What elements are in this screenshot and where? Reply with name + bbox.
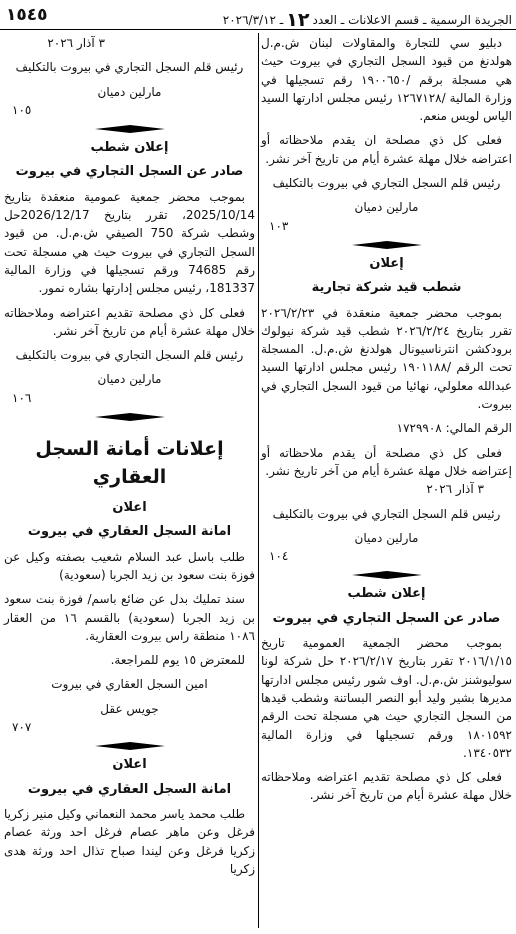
notice-title: إعلان شطب bbox=[90, 140, 169, 156]
separator-ornament bbox=[4, 407, 255, 427]
notice-body: طلب محمد ياسر محمد النعماني وكيل منير زكريا فرغل وعن ماهر عصام فرغل احد ورثة عصام زكريا فرغل وعن ليندا صباح تذال احد ورثة هدى زكريا bbox=[4, 806, 255, 876]
financial-number: الرقم المالي: ١٧٢٩٩٠٨ bbox=[396, 421, 512, 436]
notice-subtitle: شطب قيد شركة تجارية bbox=[311, 280, 462, 296]
notice-objection: فعلى كل ذي مصلحة ان يقدم ملاحظاته أو اعتراضه خلال مهلة عشرة أيام من تاريخ آخر نشر. bbox=[261, 133, 512, 166]
notice-subtitle: صادر عن السجل التجاري في بيروت bbox=[272, 610, 501, 626]
notice-title: اعلان bbox=[112, 500, 147, 516]
issue-date: ـ ٢٠٢٦/٣/١٢ bbox=[222, 13, 284, 27]
signatory-name: مارلين دميان bbox=[97, 372, 162, 387]
notice-objection: فعلى كل ذي مصلحة تقديم اعتراضه وملاحظاته خلال مهلة عشرة أيام من تاريخ آخر نشر. bbox=[4, 305, 255, 338]
section-title: إعلانات أمانة السجل العقاري bbox=[35, 438, 224, 489]
notice-body: بموجب محضر جمعية عمومية منعقدة بتاريخ 2025/10/14، تقرر بتاريخ 2026/12/17حل وشطب شركة 750 الصيفي ش.م.ل. من قيود السجل التجاري في بيروت حيث هي مسجلة تحت رقم 74685 ورقم تسجيلها في وزارة المالية 181337، رئيس مجلس إدارتها بشاره نمور. bbox=[4, 189, 255, 296]
signatory-name: مارلين دميان bbox=[97, 84, 162, 99]
separator-ornament bbox=[4, 119, 255, 139]
notice-number: ٧٠٧ bbox=[12, 720, 32, 735]
notice-number: ١٠٥ bbox=[12, 102, 32, 117]
page-header bbox=[0, 0, 516, 30]
notice-objection: فعلى كل ذي مصلحة تقديم اعتراضه وملاحظاته خلال مهلة عشرة أيام من تاريخ آخر نشر. bbox=[261, 770, 512, 803]
notice-body: بموجب محضر الجمعية العمومية تاريخ ٢٠١٦/١/١٥ تقرر بتاريخ ٢٠٢٦/٢/١٧ حل شركة لونا سوليوشنز ش.م.ل. اوف شور رئيس مجلس ادارتها مديرها بشير وليد أبو النصر البساتنة وشطب قيدها من السجل التجاري حيث هي مسجلة تحت الرقم ١٨٠١٥٩٢ ورقم تسجيلها في وزارة المالية ١٣٤٠٥٣٢. bbox=[261, 636, 512, 760]
header-rule bbox=[0, 29, 516, 30]
separator-ornament bbox=[261, 565, 512, 585]
column-divider bbox=[258, 33, 259, 928]
notice-title: إعلان bbox=[369, 255, 404, 271]
notice-date: ٣ آذار ٢٠٢٦ bbox=[47, 36, 105, 50]
notice-body: بموجب محضر جمعية منعقدة في ٢٠٢٦/٢/٢٣ تقرر بتاريخ ٢٠٢٦/٢/٢٤ شطب قيد شركة نيولوك برودكشن انترناسيونال هولدنغ ش.م.ل. المسجلة تحت الرقم /١٩٠١١٨٨ رئيس مجلس ادارتها السيد عبدالله معلولي، نهائيا من قيود السجل التجاري في بيروت. bbox=[261, 305, 513, 412]
notice-number: ١٠٤ bbox=[269, 549, 289, 564]
notice-title: اعلان bbox=[112, 757, 147, 773]
notice-number: ١٠٦ bbox=[12, 390, 32, 405]
signatory-title: امين السجل العقاري في بيروت bbox=[51, 677, 208, 692]
header-title bbox=[223, 9, 512, 31]
signatory-title: رئيس قلم السجل التجاري في بيروت بالتكليف bbox=[15, 348, 244, 363]
notice-continuation: دبليو سي للتجارة والمقاولات لبنان ش.م.ل هولدنغ من قيود السجل التجاري في بيروت حيث هي مسجلة برقم /١٩٠٠٦٥٠ رقم تسجيلها في وزارة المالية /١٢٦٧١٢٨ رئيس مجلس ادارتها السيد الياس لويس منعم. bbox=[261, 36, 512, 124]
notice-subtitle: امانة السجل العقاري في بيروت bbox=[27, 524, 232, 540]
right-column bbox=[261, 34, 512, 805]
issue-number: ١٢ bbox=[286, 9, 310, 31]
separator-ornament bbox=[261, 235, 512, 255]
signatory-name: مارلين دميان bbox=[354, 530, 419, 545]
notice-number: ١٠٣ bbox=[269, 218, 289, 233]
notice-body: سند تمليك بدل عن ضائع باسم/ فوزة بنت سعود بن زيد الجربا (سعودية) بالقسم ١٦ من العقار ١٠٨٦ منطقة راس بيروت العقارية. bbox=[4, 592, 255, 643]
signatory-name: مارلين دميان bbox=[354, 200, 419, 215]
header-title-prefix: الجريدة الرسمية ـ قسم الاعلانات ـ العدد bbox=[312, 13, 512, 27]
notice-body: طلب باسل عبد السلام شعيب بصفته وكيل عن فوزة بنت سعود بن زيد الجربا (سعودية) bbox=[4, 549, 255, 582]
signatory-title: رئيس قلم السجل التجاري في بيروت بالتكليف bbox=[272, 506, 501, 521]
signatory-title: رئيس قلم السجل التجاري في بيروت بالتكليف bbox=[272, 176, 501, 191]
notice-subtitle: امانة السجل العقاري في بيروت bbox=[27, 781, 232, 797]
notice-date: ٣ آذار ٢٠٢٦ bbox=[426, 482, 484, 497]
left-column bbox=[4, 34, 255, 878]
signatory-title: رئيس قلم السجل التجاري في بيروت بالتكليف bbox=[15, 60, 244, 75]
notice-subtitle: صادر عن السجل التجاري في بيروت bbox=[15, 164, 244, 180]
page-number: ١٥٤٥ bbox=[6, 5, 48, 25]
notice-title: إعلان شطب bbox=[347, 586, 426, 602]
separator-ornament bbox=[4, 736, 255, 756]
notice-objection: فعلى كل ذي مصلحة أن يقدم ملاحظاته أو إعتراضه خلال مهلة عشرة أيام من آخر تاريخ نشر. bbox=[261, 445, 512, 478]
notice-deadline: للمعترض ١٥ يوم للمراجعة. bbox=[110, 653, 245, 668]
signatory-name: جويس عقل bbox=[100, 701, 159, 716]
